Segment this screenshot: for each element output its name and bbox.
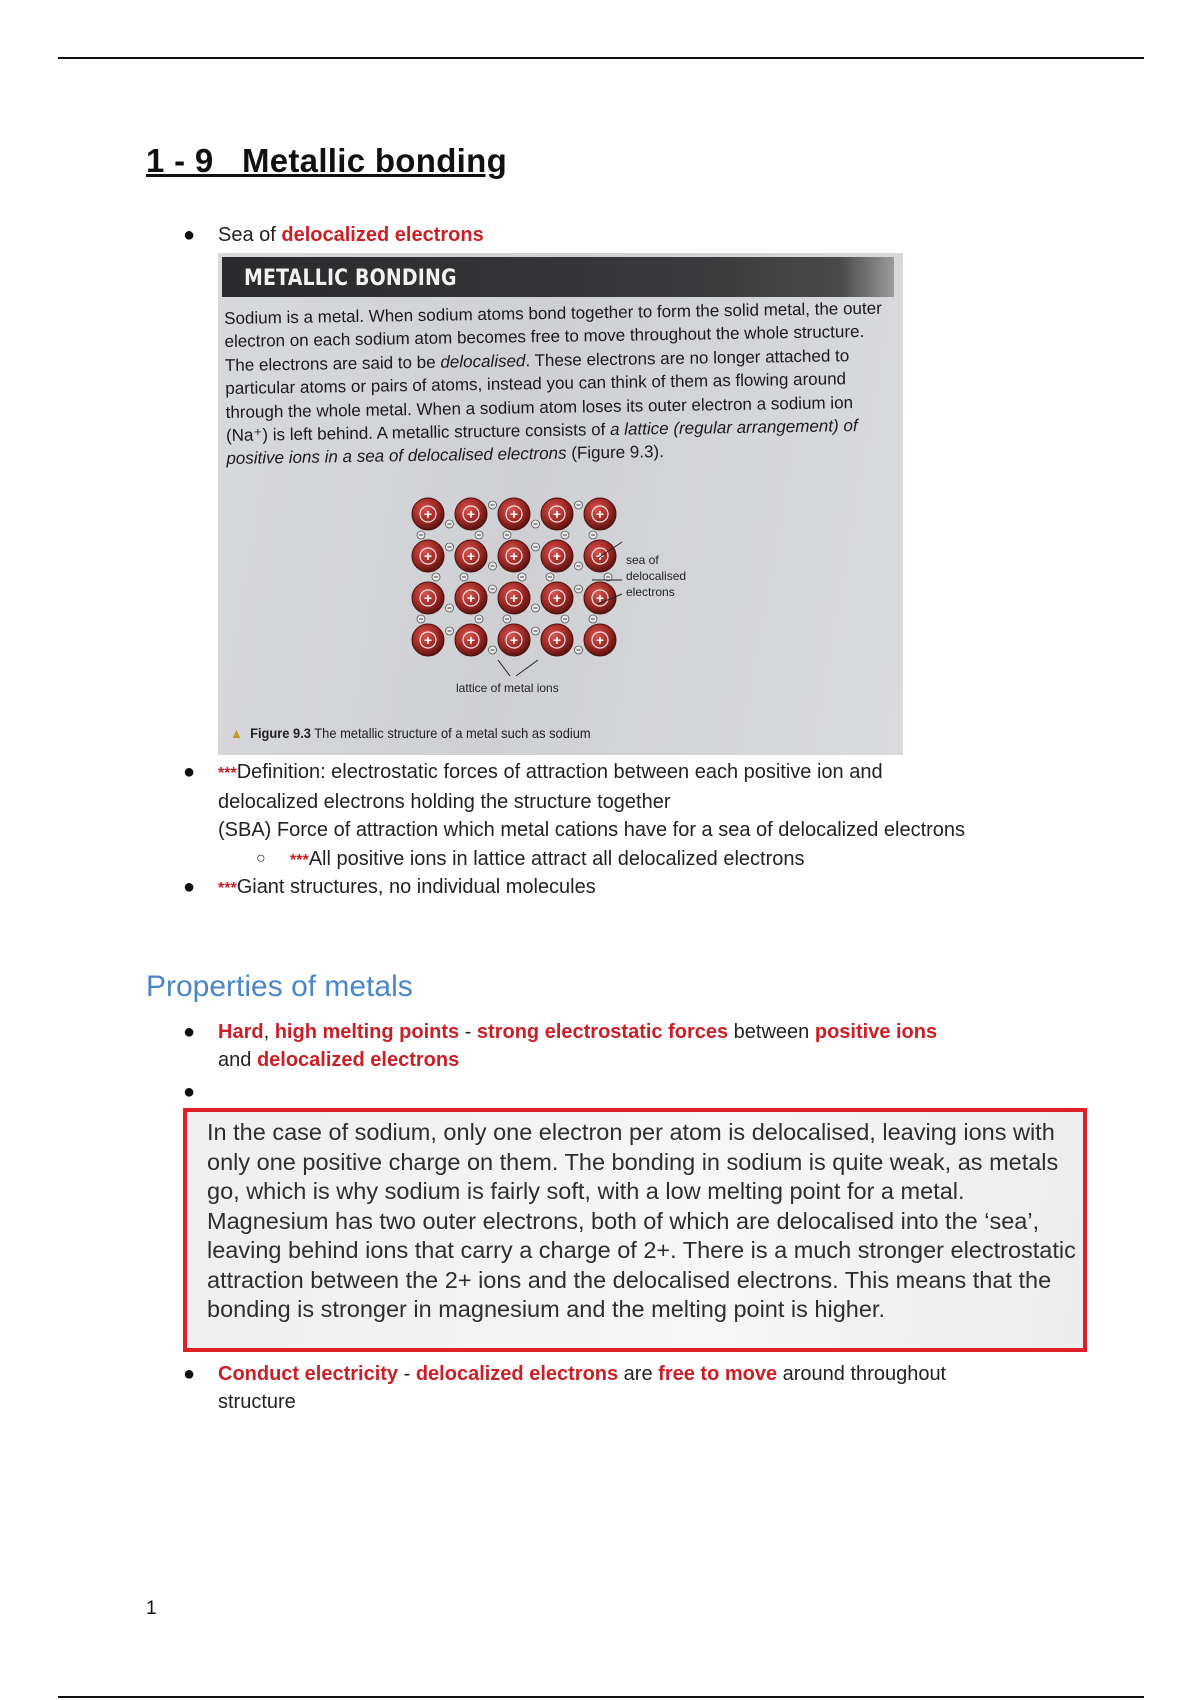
bullet-marker: ● <box>183 224 196 246</box>
page-title: 1 - 9 Metallic bonding <box>146 142 508 179</box>
delocalised-electron <box>460 573 468 581</box>
delocalised-electron <box>532 627 540 635</box>
delocalised-electron <box>589 531 597 539</box>
metal-ion <box>584 540 616 572</box>
bullet-hard-high-mp: Hard, high melting points - strong electrostatic forces between positive ions and delocalized electrons <box>218 1021 938 1071</box>
delocalised-electron <box>489 501 497 509</box>
metal-ion <box>584 624 616 656</box>
quoted-excerpt-text: In the case of sodium, only one electron per atom is delocalised, leaving ions with only one positive charge on them. The bonding in sodium is quite weak, as metals go, which is why sodium is fairly soft, with a low melting point for a metal. Magnesium has two outer electrons, both of which are delocalised into the ‘sea’, leaving behind ions that carry a charge of 2+. There is a much stronger electrostatic attraction between the 2+ ions and the delocalised electrons. This means that the bonding is stronger in magnesium and the melting point is higher. <box>207 1119 1076 1322</box>
figure-caption: ▲ Figure 9.3 The metallic structure of a metal such as sodium <box>230 725 591 741</box>
delocalised-electron <box>446 604 454 612</box>
metal-ion <box>541 498 573 530</box>
delocalised-electron <box>575 562 583 570</box>
svg-text:+: + <box>552 632 562 648</box>
delocalised-electron <box>475 531 483 539</box>
svg-text:+: + <box>595 632 605 648</box>
delocalised-electron <box>432 573 440 581</box>
svg-text:+: + <box>552 506 562 522</box>
sub-bullet-all-ions: ***All positive ions in lattice attract all delocalized electrons <box>290 848 805 870</box>
lattice-label: lattice of metal ions <box>456 681 559 695</box>
svg-text:+: + <box>552 590 562 606</box>
delocalised-electron <box>446 627 454 635</box>
delocalised-electron <box>589 615 597 623</box>
delocalised-electron <box>532 520 540 528</box>
svg-text:+: + <box>509 590 519 606</box>
page-number: 1 <box>146 1598 157 1619</box>
delocalised-electron <box>503 531 511 539</box>
metal-ion <box>498 582 530 614</box>
delocalised-electron <box>575 646 583 654</box>
lattice-label-arrows <box>498 660 538 676</box>
delocalised-electron <box>575 501 583 509</box>
svg-text:+: + <box>595 590 605 606</box>
delocalised-electron <box>446 543 454 551</box>
delocalised-electron <box>561 615 569 623</box>
metal-ion <box>498 540 530 572</box>
svg-text:+: + <box>423 590 433 606</box>
metal-ion <box>541 624 573 656</box>
svg-text:+: + <box>423 506 433 522</box>
metal-ion <box>455 624 487 656</box>
delocalised-electron <box>417 615 425 623</box>
caption-triangle-icon: ▲ <box>230 725 243 741</box>
bullet-marker: ● <box>183 876 196 898</box>
metal-ion <box>412 498 444 530</box>
svg-text:+: + <box>509 632 519 648</box>
bullet-marker-empty: ● <box>183 1081 196 1103</box>
delocalised-electron <box>532 604 540 612</box>
section-heading-properties: Properties of metals <box>146 970 413 1003</box>
svg-text:+: + <box>509 506 519 522</box>
bullet-sea-of-electrons: Sea of delocalized electrons <box>218 224 484 246</box>
metal-ion <box>455 498 487 530</box>
metal-ion <box>412 540 444 572</box>
sub-bullet-marker: ○ <box>256 850 266 867</box>
quoted-excerpt-box <box>183 1108 1087 1352</box>
svg-text:+: + <box>595 548 605 564</box>
header-rule <box>58 57 1144 59</box>
metal-ion <box>498 498 530 530</box>
footer-rule <box>58 1696 1144 1698</box>
metal-ion <box>498 624 530 656</box>
sea-label-line3: electrons <box>626 585 675 599</box>
svg-text:+: + <box>466 548 476 564</box>
metal-ion <box>412 624 444 656</box>
delocalised-electron <box>575 585 583 593</box>
delocalised-electron <box>561 531 569 539</box>
bullet-marker: ● <box>183 761 196 783</box>
delocalised-electron <box>417 531 425 539</box>
svg-text:+: + <box>423 548 433 564</box>
figure-header-bar <box>222 257 894 297</box>
svg-text:+: + <box>509 548 519 564</box>
metal-ion <box>584 498 616 530</box>
sea-label-line2: delocalised <box>626 569 687 583</box>
delocalised-electron <box>475 615 483 623</box>
metal-lattice-diagram <box>398 496 718 696</box>
delocalised-electron <box>546 573 554 581</box>
svg-text:+: + <box>595 506 605 522</box>
metal-ion <box>455 582 487 614</box>
delocalised-electron <box>489 646 497 654</box>
svg-text:+: + <box>423 632 433 648</box>
bullet-marker: ● <box>183 1363 196 1385</box>
figure-header-title: METALLIC BONDING <box>244 266 457 291</box>
delocalised-electron <box>489 562 497 570</box>
delocalised-electron <box>489 585 497 593</box>
delocalised-electron <box>503 615 511 623</box>
textbook-figure <box>218 253 903 755</box>
delocalised-electron <box>518 573 526 581</box>
bullet-marker: ● <box>183 1021 196 1043</box>
svg-text:+: + <box>466 590 476 606</box>
delocalised-electron <box>532 543 540 551</box>
bullet-conduct-electricity: Conduct electricity - delocalized electrons are free to move around throughout structure <box>218 1363 947 1413</box>
figure-paragraph: Sodium is a metal. When sodium atoms bond together to form the solid metal, the outer electron on each sodium atom becomes free to move throughout the whole structure. The electrons are said to be delocalised. These electrons are no longer attached to particular atoms or pairs of atoms, instead you can think of them as flowing around through the whole metal. When a sodium atom loses its outer electron a sodium ion (Na⁺) is left behind. A metallic structure consists of a lattice (regular arrangement) of positive ions in a sea of delocalised electrons (Figure 9.3). <box>224 298 882 469</box>
svg-text:+: + <box>466 506 476 522</box>
svg-text:+: + <box>552 548 562 564</box>
bullet-giant-structures: ***Giant structures, no individual molecules <box>218 876 596 898</box>
metal-ion <box>541 540 573 572</box>
bullet-definition: ***Definition: electrostatic forces of attraction between each positive ion and delocalized electrons holding the structure together (SBA) Force of attraction which metal cations have for a sea of delocalized electrons <box>218 761 966 841</box>
sea-label-line1: sea of <box>626 553 659 567</box>
metal-ion <box>455 540 487 572</box>
delocalised-electron <box>446 520 454 528</box>
metal-ion <box>412 582 444 614</box>
svg-text:+: + <box>466 632 476 648</box>
metal-ion <box>541 582 573 614</box>
